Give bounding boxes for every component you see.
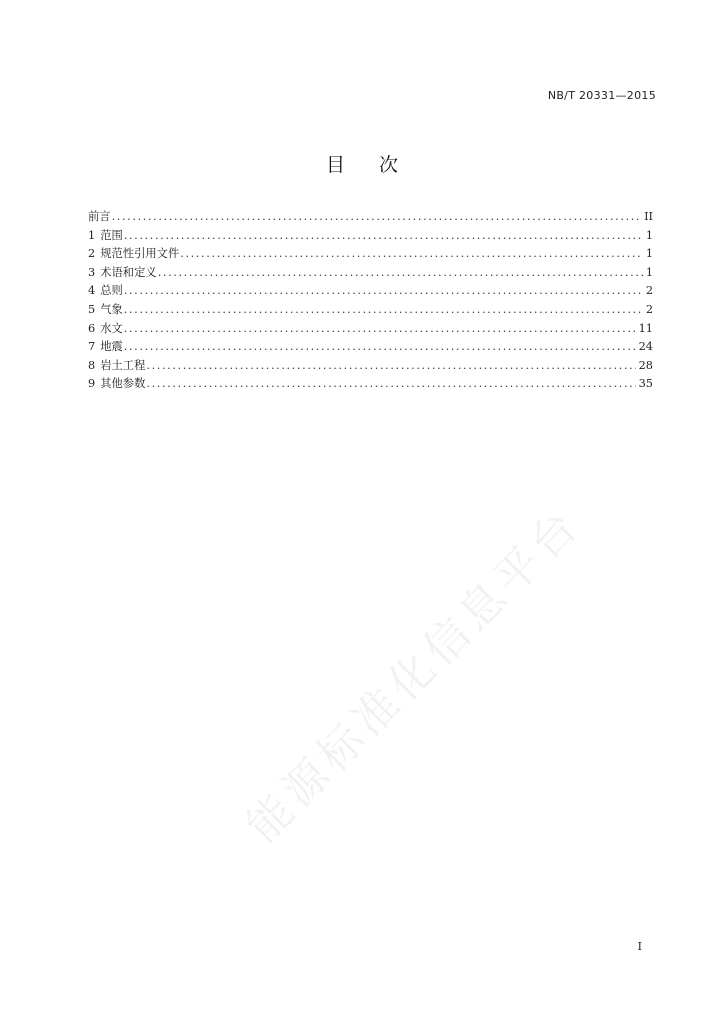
toc-entry-page: 1	[645, 247, 653, 261]
toc-entry-label: 地震	[100, 340, 123, 354]
toc-entry-general[interactable]	[88, 282, 653, 301]
toc-entry-label: 范围	[100, 228, 123, 242]
toc-entry-page: 1	[645, 265, 653, 279]
toc-title	[0, 150, 724, 177]
toc-entry-number: 2	[88, 247, 96, 261]
toc-entry-page: 11	[638, 321, 653, 335]
toc-entry-page: 1	[645, 228, 653, 242]
toc-entry-label: 水文	[100, 321, 123, 335]
toc-leader-dots	[158, 264, 643, 283]
toc-entry-geotechnical[interactable]	[88, 357, 653, 376]
standard-code: NB/T 20331—2015	[547, 89, 656, 102]
toc-entry-meteorology[interactable]	[88, 301, 653, 320]
toc-leader-dots	[124, 282, 643, 301]
toc-leader-dots	[112, 208, 641, 227]
toc-leader-dots	[180, 245, 643, 264]
toc-entry-label: 气象	[100, 302, 123, 316]
toc-entry-label: 岩土工程	[100, 358, 146, 372]
toc-entry-terms-definitions[interactable]	[88, 264, 653, 283]
toc-entry-number: 5	[88, 302, 96, 316]
toc-entry-normative-references[interactable]	[88, 245, 653, 264]
toc-entry-page: 2	[645, 284, 653, 298]
toc-entry-page: 28	[638, 358, 653, 372]
toc-title-char-2: 次	[379, 154, 399, 176]
toc-leader-dots	[124, 301, 643, 320]
toc-leader-dots	[124, 227, 643, 246]
toc-entry-page: 35	[638, 377, 653, 391]
toc-entry-label: 其他参数	[100, 377, 146, 391]
toc-entry-label: 术语和定义	[100, 265, 157, 279]
toc-entry-foreword[interactable]	[88, 208, 653, 227]
toc-entry-label: 前言	[88, 210, 111, 223]
toc-entry-other-parameters[interactable]	[88, 375, 653, 394]
toc-entry-number: 3	[88, 265, 96, 279]
toc-leader-dots	[124, 320, 636, 339]
toc-entry-number: 9	[88, 377, 96, 391]
toc-entry-page: II	[644, 210, 653, 223]
table-of-contents	[88, 208, 653, 394]
toc-entry-label: 总则	[100, 284, 123, 298]
toc-entry-page: 2	[645, 302, 653, 316]
toc-entry-number: 6	[88, 321, 96, 335]
page-number: I	[637, 940, 642, 953]
watermark-text: 能源标准化信息平台	[237, 498, 592, 853]
toc-leader-dots	[124, 338, 636, 357]
toc-entry-hydrology[interactable]	[88, 320, 653, 339]
toc-entry-number: 4	[88, 284, 96, 298]
toc-entry-scope[interactable]	[88, 227, 653, 246]
toc-title-char-1: 目	[325, 154, 345, 176]
toc-leader-dots	[146, 375, 635, 394]
toc-entry-seismology[interactable]	[88, 338, 653, 357]
toc-entry-number: 8	[88, 358, 96, 372]
toc-entry-number: 1	[88, 228, 96, 242]
toc-entry-number: 7	[88, 340, 96, 354]
toc-entry-page: 24	[638, 340, 653, 354]
toc-entry-label: 规范性引用文件	[100, 247, 180, 261]
toc-leader-dots	[146, 357, 635, 376]
